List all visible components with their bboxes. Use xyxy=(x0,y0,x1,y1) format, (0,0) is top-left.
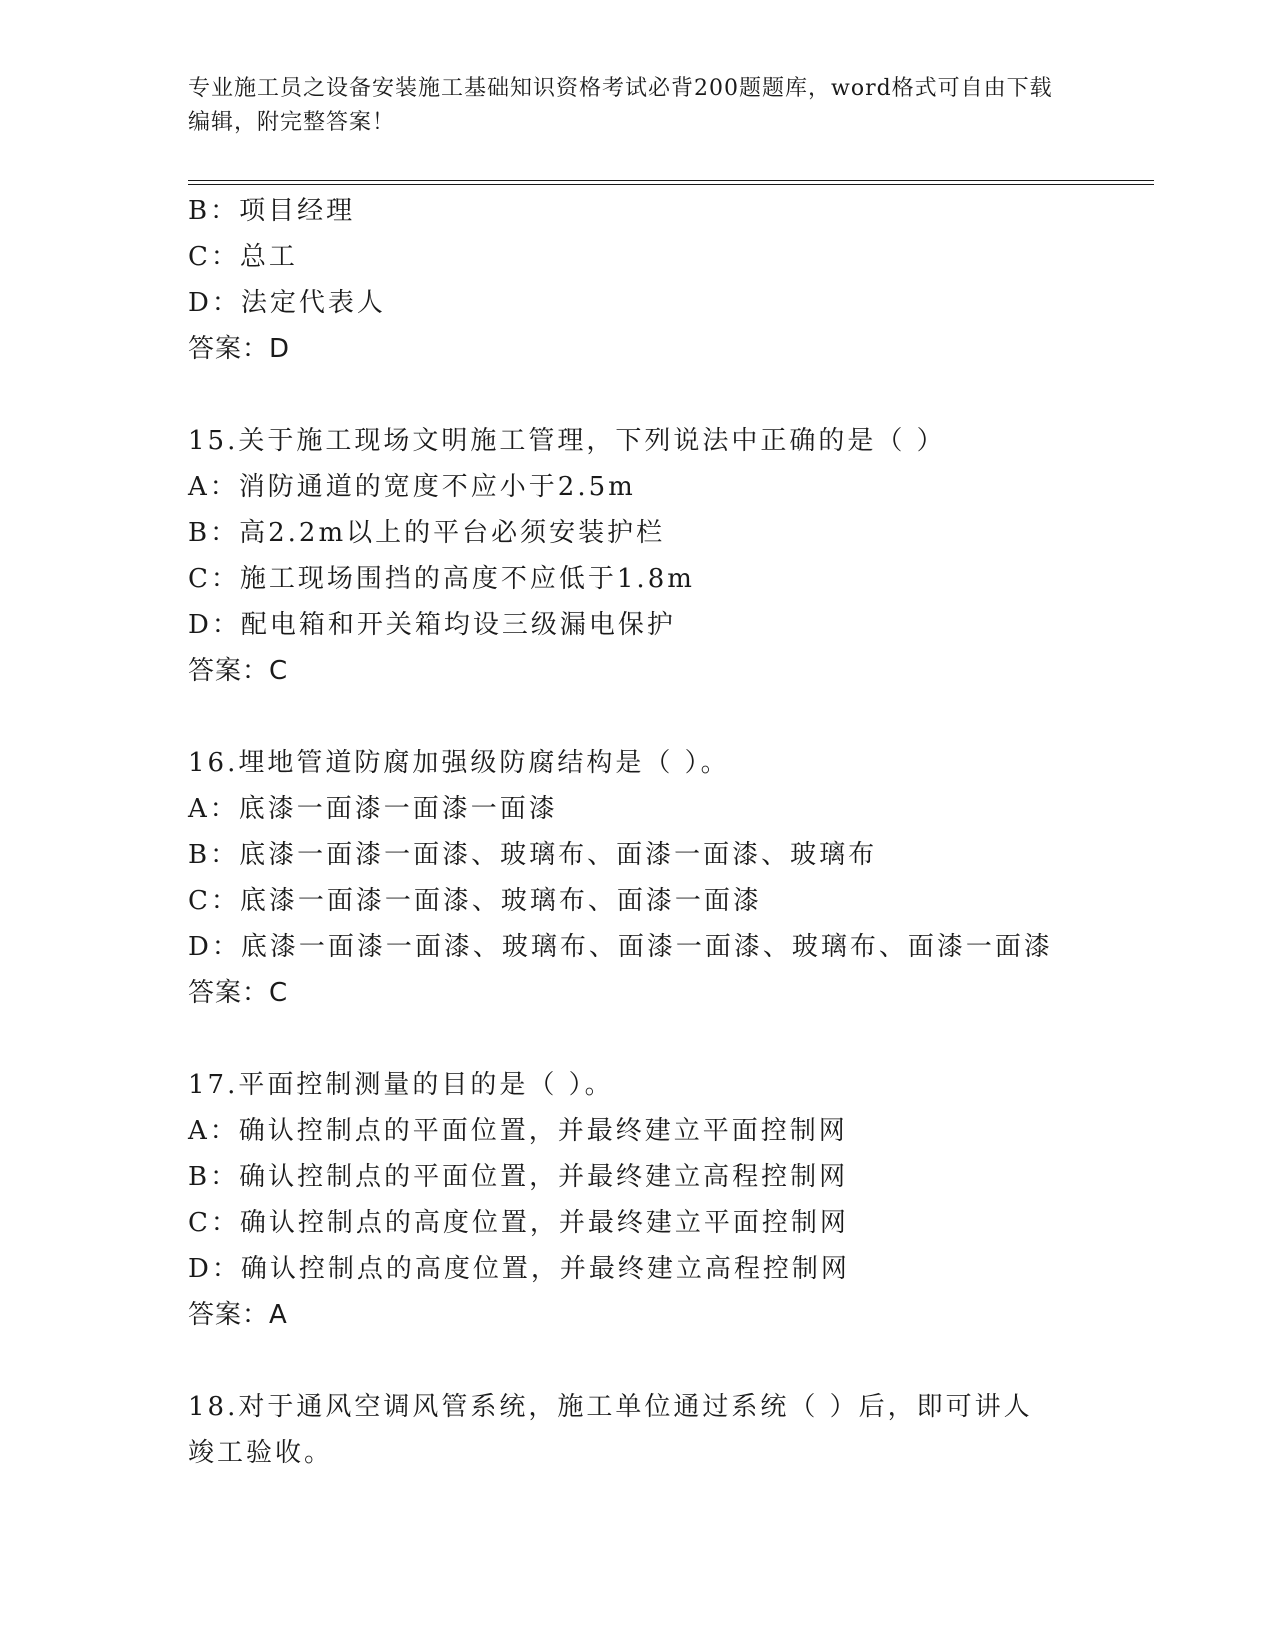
header-rule-bottom xyxy=(188,184,1154,185)
q14-answer: 答案：D xyxy=(188,334,291,364)
q15-option-b: B：高2.2m以上的平台必须安装护栏 xyxy=(188,518,666,548)
q16-option-b: B：底漆一面漆一面漆、玻璃布、面漆一面漆、玻璃布 xyxy=(188,840,878,870)
q16-option-c: C：底漆一面漆一面漆、玻璃布、面漆一面漆 xyxy=(188,886,762,916)
question-content xyxy=(188,188,1088,1476)
q15-option-c: C：施工现场围挡的高度不应低于1.8m xyxy=(188,564,695,594)
q17-option-a: A：确认控制点的平面位置，并最终建立平面控制网 xyxy=(188,1116,848,1146)
q14-option-c: C：总工 xyxy=(188,242,298,272)
q17-question: 17.平面控制测量的目的是（ ）。 xyxy=(188,1070,614,1100)
q17-option-d: D：确认控制点的高度位置，并最终建立高程控制网 xyxy=(188,1254,850,1284)
q16-answer: 答案：C xyxy=(188,978,289,1008)
q16-question: 16.埋地管道防腐加强级防腐结构是（ ）。 xyxy=(188,748,730,778)
q17-option-c: C：确认控制点的高度位置，并最终建立平面控制网 xyxy=(188,1208,849,1238)
q15-option-a: A：消防通道的宽度不应小于2.5m xyxy=(188,472,636,502)
question-16 xyxy=(188,740,1088,1016)
q15-option-d: D：配电箱和开关箱均设三级漏电保护 xyxy=(188,610,676,640)
question-14-tail xyxy=(188,188,1088,372)
q14-option-b: B：项目经理 xyxy=(188,196,356,226)
question-15 xyxy=(188,418,1088,694)
q15-answer: 答案：C xyxy=(188,656,289,686)
spacer xyxy=(188,1016,1088,1062)
page-header: 专业施工员之设备安装施工基础知识资格考试必背200题题库，word格式可自由下载编辑，附完整答案！ xyxy=(188,76,1053,135)
spacer xyxy=(188,1338,1088,1384)
q17-answer: 答案：A xyxy=(188,1300,288,1330)
q16-option-a: A：底漆一面漆一面漆一面漆 xyxy=(188,794,558,824)
question-17 xyxy=(188,1062,1088,1338)
question-18 xyxy=(188,1384,1088,1476)
q15-question: 15.关于施工现场文明施工管理，下列说法中正确的是（ ） xyxy=(188,426,946,456)
q16-option-d: D：底漆一面漆一面漆、玻璃布、面漆一面漆、玻璃布、面漆一面漆 xyxy=(188,932,1053,962)
spacer xyxy=(188,372,1088,418)
header-rule-top xyxy=(188,180,1154,181)
q18-question: 18.对于通风空调风管系统，施工单位通过系统（ ）后，即可讲人竣工验收。 xyxy=(188,1392,1033,1468)
q17-option-b: B：确认控制点的平面位置，并最终建立高程控制网 xyxy=(188,1162,849,1192)
q14-option-d: D：法定代表人 xyxy=(188,288,386,318)
spacer xyxy=(188,694,1088,740)
